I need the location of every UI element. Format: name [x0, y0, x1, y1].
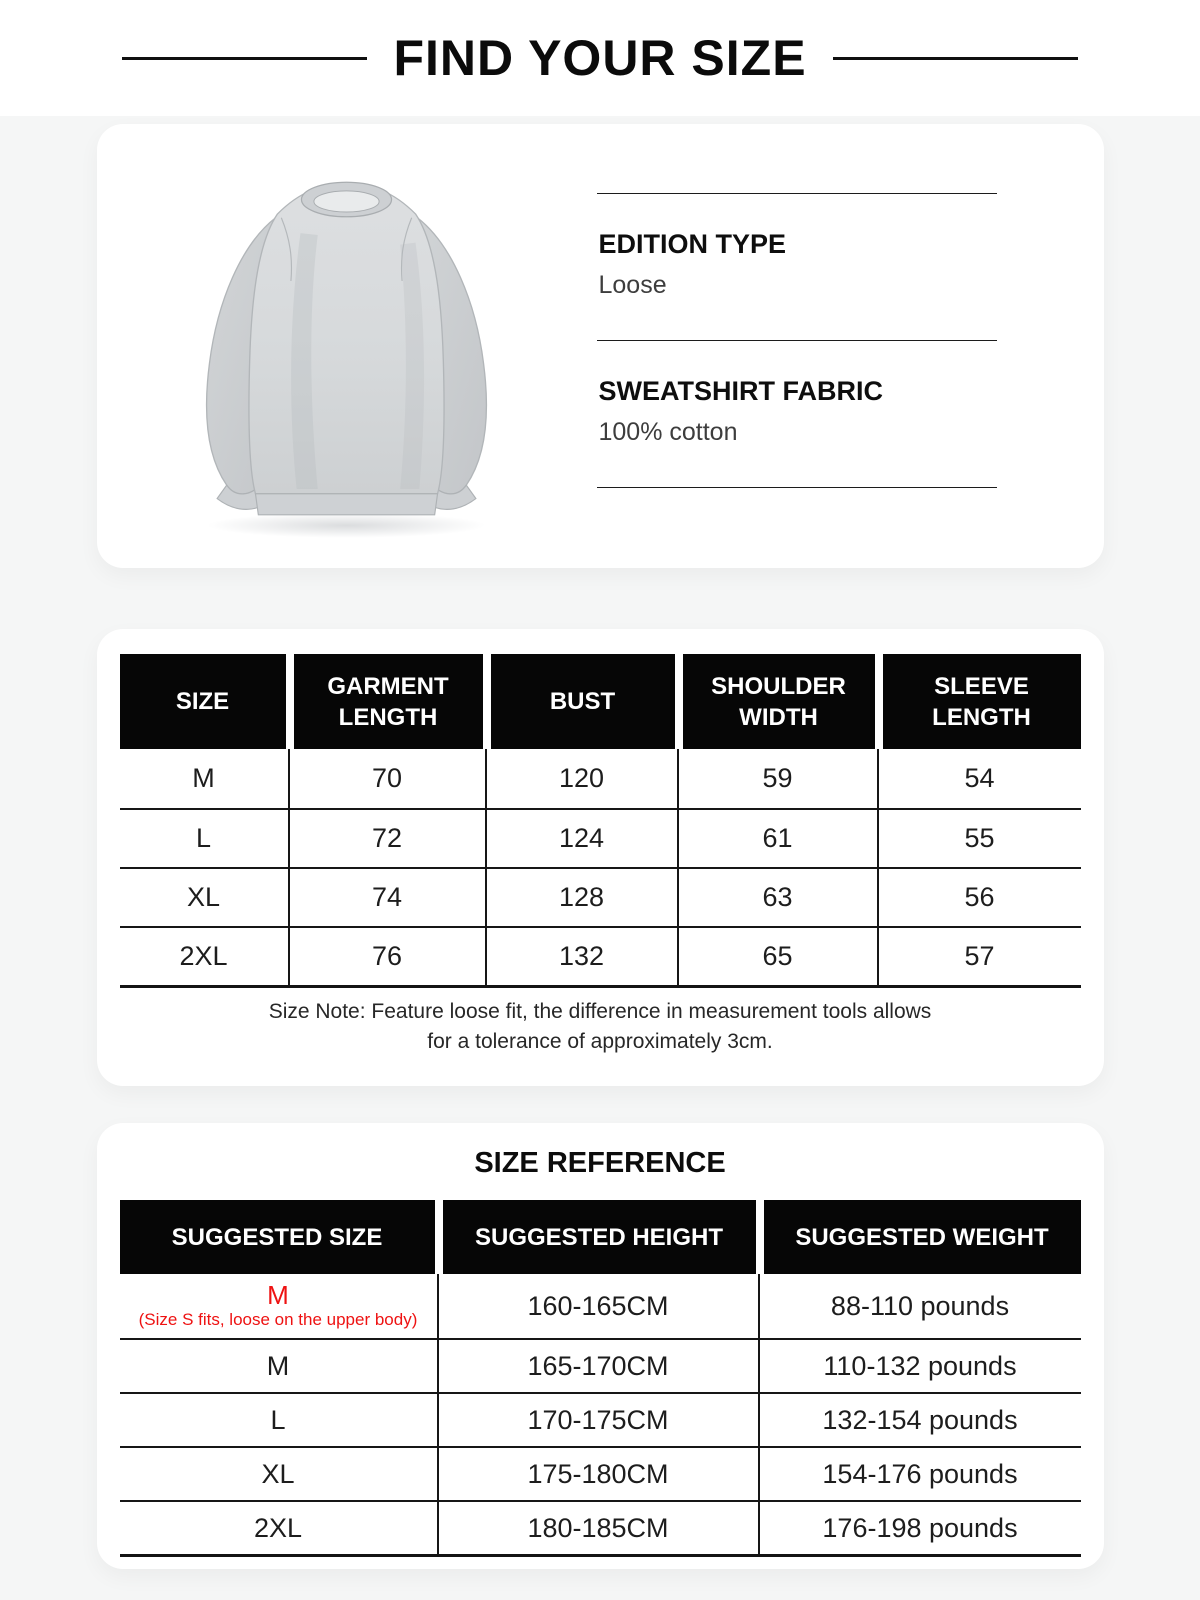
size-note-line1: Size Note: Feature loose fit, the difference in measurement tools allows	[268, 1000, 932, 1023]
garment-length-cell: 74	[290, 869, 487, 926]
size-reference-table	[120, 1200, 1081, 1557]
table-row	[120, 1446, 1081, 1500]
spec-value: Loose	[598, 271, 667, 299]
sleeve-length-cell: 54	[964, 763, 995, 793]
size-cell: L	[120, 810, 290, 867]
suggested-weight-cell: 132-154 pounds	[822, 1404, 1018, 1435]
bust-cell: 128	[487, 869, 679, 926]
shoulder-width-cell: 65	[679, 928, 879, 985]
suggested-weight-cell: 110-132 pounds	[823, 1350, 1017, 1381]
size-table-card	[97, 629, 1104, 1086]
size-reference-card	[97, 1123, 1104, 1569]
col-shoulder-width: SHOULDER WIDTH	[683, 654, 875, 749]
col-garment-length: GARMENT LENGTH	[294, 654, 483, 749]
size-cell: 2XL	[120, 928, 290, 985]
suggested-weight-cell: 88-110 pounds	[830, 1290, 1010, 1321]
suggested-weight-cell: 154-176 pounds	[822, 1458, 1018, 1489]
product-card	[97, 124, 1104, 568]
shoulder-width-cell: 63	[679, 869, 879, 926]
size-note	[120, 997, 1081, 1057]
suggested-height-cell: 160-165CM	[439, 1274, 760, 1338]
sweatshirt-hem	[255, 494, 437, 515]
product-image-wrap	[97, 124, 597, 568]
sleeve-length-cell: 55	[964, 823, 995, 853]
size-note-line2: for a tolerance of approximately 3cm.	[427, 1030, 773, 1053]
suggested-height-cell: 175-180CM	[439, 1448, 760, 1500]
col-sleeve-length: SLEEVE LENGTH	[883, 654, 1081, 749]
shoulder-width-cell: 61	[679, 810, 879, 867]
title-row	[122, 29, 1077, 87]
size-cell: M	[120, 749, 290, 808]
spec-label: SWEATSHIRT FABRIC	[598, 376, 883, 406]
sweatshirt-image	[174, 150, 519, 550]
title-band	[0, 0, 1200, 116]
garment-length-cell: 76	[290, 928, 487, 985]
product-info	[597, 193, 997, 568]
suggested-size-note: (Size S fits, loose on the upper body)	[138, 1310, 418, 1329]
col-suggested-height: SUGGESTED HEIGHT	[443, 1200, 756, 1274]
sleeve-length-cell: 57	[964, 941, 995, 971]
sweatshirt-collar-inner	[314, 191, 379, 212]
suggested-size-cell	[120, 1274, 439, 1338]
table-row	[120, 1500, 1081, 1554]
col-suggested-size: SUGGESTED SIZE	[120, 1200, 435, 1274]
size-table-body	[120, 749, 1081, 988]
size-reference-title: SIZE REFERENCE	[474, 1147, 726, 1179]
suggested-size-cell: 2XL	[120, 1502, 439, 1554]
table-row	[120, 867, 1081, 926]
title-rule-right	[833, 57, 1078, 60]
shoulder-width-cell: 59	[679, 749, 879, 808]
title-rule-left	[122, 57, 367, 60]
suggested-height-cell: 170-175CM	[439, 1394, 760, 1446]
col-bust: BUST	[491, 654, 675, 749]
bust-cell: 120	[487, 749, 679, 808]
table-row	[120, 808, 1081, 867]
table-row-highlighted	[120, 1274, 1081, 1338]
spec-edition-type	[597, 194, 997, 340]
sleeve-length-cell: 56	[964, 882, 995, 912]
size-table	[120, 654, 1081, 988]
suggested-size-cell: L	[120, 1394, 439, 1446]
size-reference-body	[120, 1274, 1081, 1557]
table-row	[120, 926, 1081, 985]
bust-cell: 124	[487, 810, 679, 867]
suggested-size-cell: M	[120, 1340, 439, 1392]
spec-label: EDITION TYPE	[598, 229, 787, 259]
spec-fabric	[597, 341, 997, 487]
table-row	[120, 1392, 1081, 1446]
size-cell: XL	[120, 869, 290, 926]
suggested-height-cell: 180-185CM	[439, 1502, 760, 1554]
table-row	[120, 1338, 1081, 1392]
col-suggested-weight: SUGGESTED WEIGHT	[764, 1200, 1081, 1274]
suggested-height-cell: 165-170CM	[439, 1340, 760, 1392]
size-table-header	[120, 654, 1081, 749]
sweatshirt-reflection	[208, 513, 486, 538]
col-size: SIZE	[120, 654, 286, 749]
suggested-weight-cell: 176-198 pounds	[822, 1512, 1018, 1543]
table-row	[120, 749, 1081, 808]
garment-length-cell: 72	[290, 810, 487, 867]
bust-cell: 132	[487, 928, 679, 985]
page-title: FIND YOUR SIZE	[393, 30, 807, 86]
garment-length-cell: 70	[290, 749, 487, 808]
size-reference-header	[120, 1200, 1081, 1274]
suggested-size-cell: XL	[120, 1448, 439, 1500]
suggested-size-value: M	[267, 1280, 289, 1310]
spec-divider	[597, 487, 997, 488]
spec-value: 100% cotton	[598, 418, 738, 446]
